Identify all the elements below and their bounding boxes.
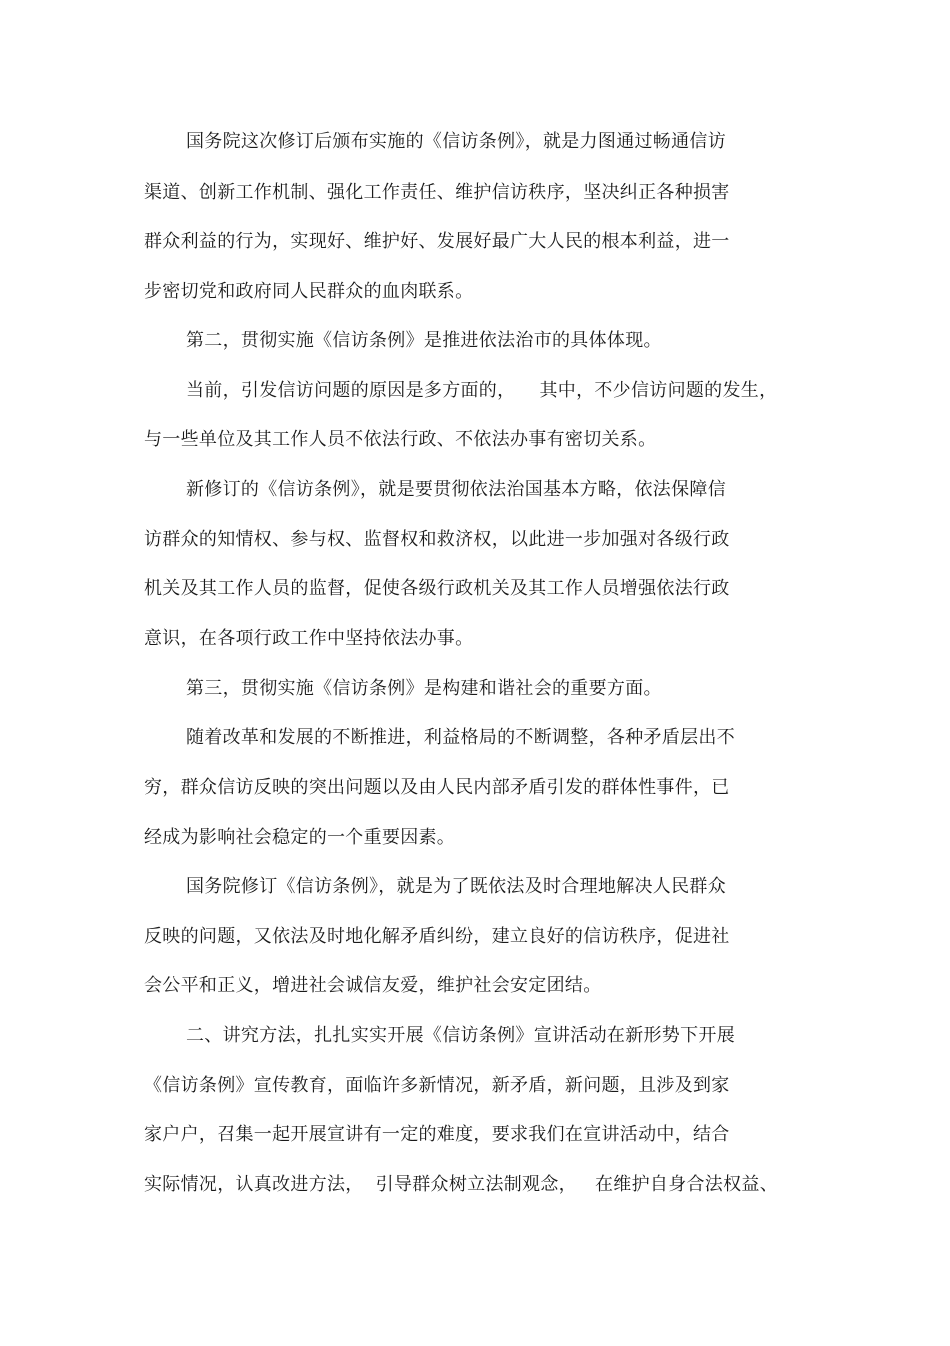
paragraph-line: 反映的问题，又依法及时地化解矛盾纠纷，建立良好的信访秩序，促进社 — [144, 926, 730, 947]
paragraph-line: 机关及其工作人员的监督，促使各级行政机关及其工作人员增强依法行政 — [144, 578, 730, 599]
paragraph-line: 意识，在各项行政工作中坚持依法办事。 — [144, 628, 474, 649]
paragraph-line: 《信访条例》宣传教育，面临许多新情况，新矛盾，新问题，且涉及到家 — [144, 1075, 730, 1096]
section-heading-line: 第三，贯彻实施《信访条例》是构建和谐社会的重要方面。 — [186, 678, 662, 699]
paragraph-line: 当前，引发信访问题的原因是多方面的， 其中，不少信访问题的发生， — [186, 380, 778, 401]
paragraph-line: 访群众的知情权、参与权、监督权和救济权，以此进一步加强对各级行政 — [144, 529, 730, 550]
paragraph-line: 渠道、创新工作机制、强化工作责任、维护信访秩序，坚决纠正各种损害 — [144, 182, 730, 203]
paragraph-line: 会公平和正义，增进社会诚信友爱，维护社会安定团结。 — [144, 975, 602, 996]
paragraph-line: 随着改革和发展的不断推进，利益格局的不断调整，各种矛盾层出不 — [186, 727, 735, 748]
paragraph-line: 实际情况，认真改进方法， 引导群众树立法制观念， 在维护自身合法权益、 — [144, 1174, 779, 1195]
paragraph-line: 国务院修订《信访条例》，就是为了既依法及时合理地解决人民群众 — [186, 876, 726, 897]
paragraph-line: 穷，群众信访反映的突出问题以及由人民内部矛盾引发的群体性事件，已 — [144, 777, 730, 798]
paragraph-line: 国务院这次修订后颁布实施的《信访条例》，就是力图通过畅通信访 — [186, 131, 726, 152]
section-heading-line: 第二，贯彻实施《信访条例》是推进依法治市的具体体现。 — [186, 330, 662, 351]
paragraph-line: 与一些单位及其工作人员不依法行政、不依法办事有密切关系。 — [144, 429, 657, 450]
paragraph-line: 经成为影响社会稳定的一个重要因素。 — [144, 827, 456, 848]
paragraph-line: 新修订的《信访条例》，就是要贯彻依法治国基本方略，依法保障信 — [186, 479, 726, 500]
paragraph-line: 步密切党和政府同人民群众的血肉联系。 — [144, 281, 474, 302]
section-heading-line: 二、讲究方法，扎扎实实开展《信访条例》宣讲活动在新形势下开展 — [186, 1025, 735, 1046]
paragraph-line: 群众利益的行为，实现好、维护好、发展好最广大人民的根本利益，进一 — [144, 231, 730, 252]
paragraph-line: 家户户，召集一起开展宣讲有一定的难度，要求我们在宣讲活动中，结合 — [144, 1124, 730, 1145]
